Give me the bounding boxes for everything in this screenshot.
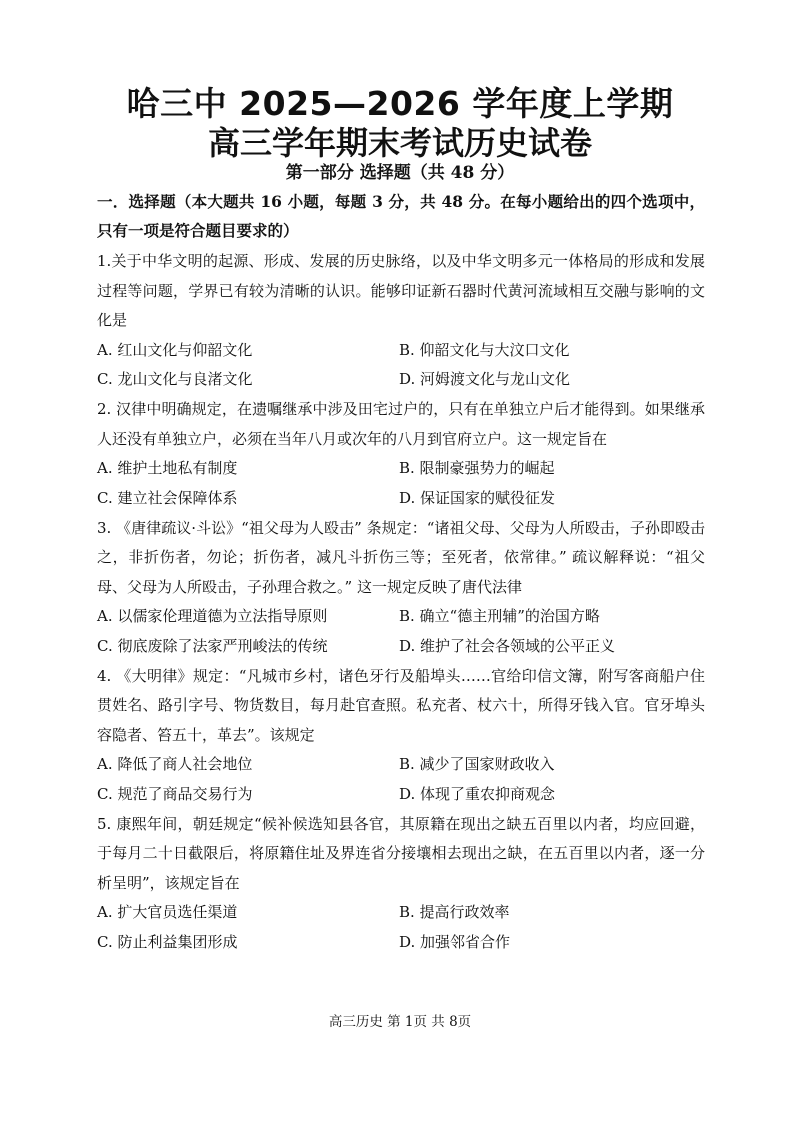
part-title: 第一部分 选择题（共 48 分） (285, 163, 515, 183)
exam-title: 哈三中 2025—2026 学年度上学期 (126, 84, 674, 123)
exam-subtitle: 高三学年期末考试历史试卷 (207, 124, 592, 162)
option-a: A. 降低了商人社会地位 (97, 755, 253, 774)
question-5 (97, 810, 705, 958)
option-b: B. 限制豪强势力的崛起 (399, 459, 555, 478)
question-stem: 2. 汉律中明确规定，在遗嘱继承中涉及田宅过户的，只有在单独立户后才能得到。如果继承人还没有单独立户，必须在当年八月或次年的八月到官府立户。这一规定旨在 (97, 400, 705, 448)
question-2 (97, 395, 705, 514)
option-b: B. 确立“德主刑辅”的治国方略 (399, 607, 600, 626)
option-c: C. 规范了商品交易行为 (97, 785, 253, 804)
question-stem: 5. 康熙年间，朝廷规定“候补候选知县各官，其原籍在现出之缺五百里以内者，均应回避，于每月二十日截限后，将原籍住址及界连省分接壤相去现出之缺，在五百里以内者，逐一分析呈明”，该规定旨在 (97, 814, 705, 892)
question-stem: 1.关于中华文明的起源、形成、发展的历史脉络，以及中华文明多元一体格局的形成和发展过程等问题，学界已有较为清晰的认识。能够印证新石器时代黄河流域相互交融与影响的文化是 (97, 252, 705, 329)
question-stem: 4. 《大明律》规定：“凡城市乡村，诸色牙行及船埠头……官给印信文簿，附写客商船户住贯姓名、路引字号、物货数目，每月赴官查照。私充者、杖六十，所得牙钱入官。官牙埠头容隐者、笞五十，革去”。该规定 (97, 666, 705, 744)
option-a: A. 扩大官员选任渠道 (97, 903, 238, 922)
option-row (97, 602, 705, 632)
option-c: C. 彻底废除了法家严刑峻法的传统 (97, 636, 328, 655)
option-a: A. 红山文化与仰韶文化 (97, 340, 253, 359)
question-4 (97, 662, 705, 810)
option-c: C. 防止利益集团形成 (97, 933, 238, 952)
question-stem: 3. 《唐律疏议·斗讼》“祖父母为人殴击” 条规定：“诸祖父母、父母为人所殴击，子孙即殴击之，非折伤者，勿论；折伤者，减凡斗折伤三等；至死者，依常律。” 疏议解释说：“祖父母、父母为人所殴击，子孙理合救之。” 这一规定反映了唐代法律 (97, 518, 706, 596)
option-row (97, 484, 705, 514)
option-row (97, 750, 705, 780)
option-d: D. 河姆渡文化与龙山文化 (399, 370, 571, 389)
option-d: D. 加强邻省合作 (399, 933, 511, 952)
section-instruction: 一．选择题（本大题共 16 小题，每题 3 分，共 48 分。在每小题给出的四个选项中，只有一项是符合题目要求的） (97, 192, 705, 240)
page-footer: 高三历史 第 1页 共 8页 (328, 1014, 472, 1030)
option-d: D. 保证国家的赋役征发 (399, 488, 556, 507)
option-row (97, 928, 705, 958)
option-row (97, 780, 705, 810)
option-row (97, 898, 705, 928)
option-d: D. 体现了重农抑商观念 (399, 785, 556, 804)
option-c: C. 龙山文化与良渚文化 (97, 370, 253, 389)
option-b: B. 减少了国家财政收入 (399, 755, 555, 774)
question-1 (97, 247, 705, 395)
option-c: C. 建立社会保障体系 (97, 488, 238, 507)
option-d: D. 维护了社会各领域的公平正义 (399, 636, 616, 655)
option-a: A. 维护土地私有制度 (97, 459, 238, 478)
option-row (97, 365, 705, 395)
option-row (97, 632, 705, 662)
option-a: A. 以儒家伦理道德为立法指导原则 (97, 607, 328, 626)
option-b: B. 仰韶文化与大汶口文化 (399, 340, 570, 359)
option-row (97, 454, 705, 484)
question-3 (97, 514, 705, 662)
questions-section (97, 187, 705, 958)
option-b: B. 提高行政效率 (399, 903, 510, 922)
option-row (97, 336, 705, 366)
